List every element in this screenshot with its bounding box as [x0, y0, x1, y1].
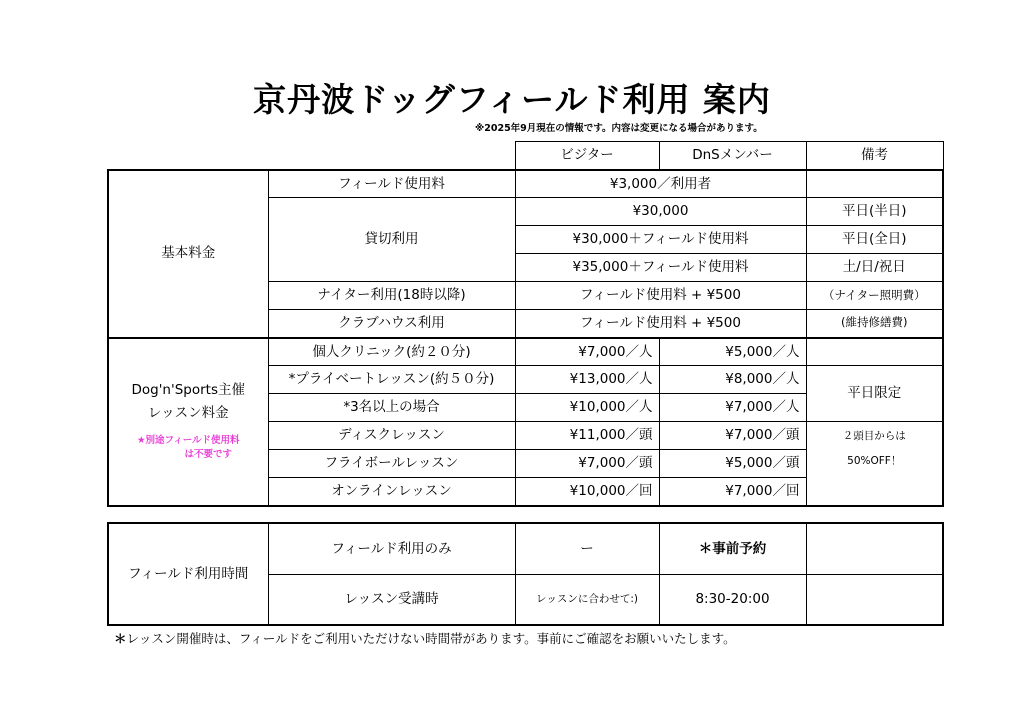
price-night: フィールド使用料 + ¥500: [515, 282, 806, 310]
lesson-visitor-price: ¥7,000／人: [515, 338, 659, 366]
price-charter-weekday-full: ¥30,000＋フィールド使用料: [515, 226, 806, 254]
header-row: [108, 142, 943, 170]
hours-visitor: ー: [515, 523, 659, 574]
lesson-member-price: ¥7,000／頭: [659, 422, 806, 450]
remark-clubhouse: (維持修繕費): [806, 310, 943, 338]
row-label-night: ナイター利用(18時以降): [268, 282, 515, 310]
lesson-label: フライボールレッスン: [268, 450, 515, 478]
page-title: 京丹波ドッグフィールド利用 案内: [253, 80, 771, 119]
price-clubhouse: フィールド使用料 + ¥500: [515, 310, 806, 338]
lesson-member-price: ¥8,000／人: [659, 366, 806, 394]
remark-charter-weekday-full: 平日(全日): [806, 226, 943, 254]
row-label-charter: 貸切利用: [268, 198, 515, 282]
field-fee-note-line2: は不要です: [184, 449, 232, 461]
table-row: [108, 338, 943, 366]
bottom-note-text: レッスン開催時は、フィールドをご利用いただけない時間帯があります。事前にご確認をお願いいたします。: [126, 631, 736, 646]
row-label-clubhouse: クラブハウス利用: [268, 310, 515, 338]
header-member: DnSメンバー: [659, 142, 806, 170]
bottom-note: [114, 629, 736, 647]
row-label-field-fee: フィールド使用料: [268, 170, 515, 198]
price-charter-weekend: ¥35,000＋フィールド使用料: [515, 254, 806, 282]
lesson-member-price: ¥7,000／人: [659, 394, 806, 422]
lesson-label: *3名以上の場合: [268, 394, 515, 422]
lesson-visitor-price: ¥10,000／回: [515, 478, 659, 506]
lesson-visitor-price: ¥11,000／頭: [515, 422, 659, 450]
table-row: [108, 523, 943, 574]
remark-discount-line2: 50%OFF！: [847, 454, 902, 467]
hours-label: レッスン受講時: [268, 574, 515, 625]
header-remarks: 備考: [806, 142, 943, 170]
section-hours: フィールド利用時間: [108, 523, 268, 625]
hours-visitor: レッスンに合わせて:): [515, 574, 659, 625]
section-lessons: [108, 338, 268, 506]
pricing-table: [107, 141, 944, 507]
lesson-visitor-price: ¥10,000／人: [515, 394, 659, 422]
lesson-member-price: ¥7,000／回: [659, 478, 806, 506]
lesson-remark-blank: [806, 338, 943, 366]
hours-remark: [806, 574, 943, 625]
remark-weekday-only: 平日限定: [806, 366, 943, 422]
price-charter-weekday-half: ¥30,000: [515, 198, 806, 226]
section-lessons-line1: Dog'n'Sports主催: [131, 382, 245, 399]
lesson-visitor-price: ¥13,000／人: [515, 366, 659, 394]
lesson-member-price: ¥5,000／人: [659, 338, 806, 366]
section-lessons-line2: レッスン料金: [147, 404, 229, 421]
remark-charter-weekday-half: 平日(半日): [806, 198, 943, 226]
remark-charter-weekend: 土/日/祝日: [806, 254, 943, 282]
lesson-visitor-price: ¥7,000／頭: [515, 450, 659, 478]
lesson-label: *プライベートレッスン(約５０分): [268, 366, 515, 394]
hours-member: ＊事前予約: [659, 523, 806, 574]
asterisk-mark: ＊: [114, 631, 127, 646]
table-row: [108, 170, 943, 198]
hours-label: フィールド利用のみ: [268, 523, 515, 574]
lesson-label: オンラインレッスン: [268, 478, 515, 506]
hours-member: 8:30-20:00: [659, 574, 806, 625]
hours-table: [107, 522, 944, 626]
price-field-fee: ¥3,000／利用者: [515, 170, 806, 198]
remark-discount: [806, 422, 943, 506]
section-basic: 基本料金: [108, 170, 268, 338]
lesson-label: ディスクレッスン: [268, 422, 515, 450]
info-date-note: ※2025年9月現在の情報です。内容は変更になる場合があります。: [475, 123, 763, 134]
remark-discount-line1: ２頭目からは: [842, 430, 906, 442]
remark-night: （ナイター照明費）: [806, 282, 943, 310]
hours-remark: [806, 523, 943, 574]
field-fee-note-line1: ★別途フィールド使用料: [136, 434, 240, 446]
lesson-label: 個人クリニック(約２０分): [268, 338, 515, 366]
header-visitor: ビジター: [515, 142, 659, 170]
lesson-member-price: ¥5,000／頭: [659, 450, 806, 478]
remark-field-fee: [806, 170, 943, 198]
